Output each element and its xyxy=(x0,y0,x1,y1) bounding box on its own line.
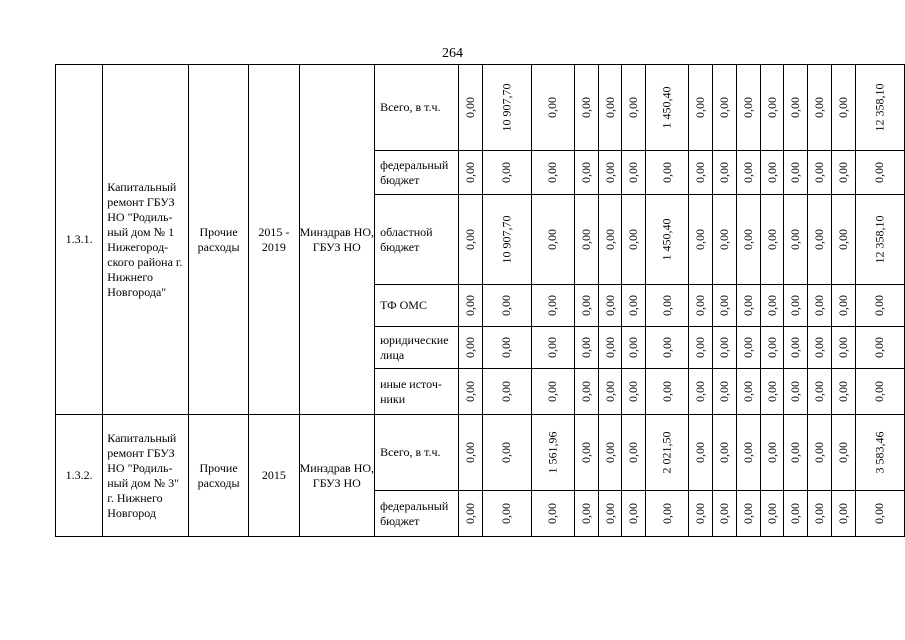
value-text: 10 907,70 xyxy=(499,83,514,132)
value-text: 0,00 xyxy=(788,229,803,250)
value-cell xyxy=(646,369,689,415)
project-name: Капитальный ремонт ГБУЗ НО "Родиль-ный дом № 3" г. Нижнего Новгород xyxy=(103,415,189,537)
value-text: 0,00 xyxy=(835,337,850,358)
value-cell xyxy=(622,195,646,285)
value-cell xyxy=(646,285,689,327)
value-text: 2 021,50 xyxy=(659,431,674,474)
value-text: 0,00 xyxy=(764,337,779,358)
value-cell xyxy=(832,491,856,537)
value-text: 0,00 xyxy=(659,337,674,358)
value-cell xyxy=(482,195,531,285)
project-period: 2015 xyxy=(249,415,299,537)
value-text: 0,00 xyxy=(659,162,674,183)
value-cell xyxy=(808,369,832,415)
value-text: 0,00 xyxy=(716,337,731,358)
value-cell xyxy=(531,65,574,151)
value-text: 0,00 xyxy=(578,162,593,183)
value-cell xyxy=(574,65,598,151)
value-cell xyxy=(459,491,483,537)
value-cell xyxy=(736,491,760,537)
value-text: 0,00 xyxy=(716,295,731,316)
value-cell xyxy=(736,151,760,195)
value-cell xyxy=(622,151,646,195)
value-cell xyxy=(689,415,713,491)
value-cell xyxy=(808,415,832,491)
value-cell xyxy=(736,65,760,151)
value-text: 0,00 xyxy=(835,381,850,402)
value-text: 0,00 xyxy=(872,381,887,402)
value-text: 0,00 xyxy=(764,381,779,402)
value-text: 0,00 xyxy=(835,162,850,183)
value-cell xyxy=(646,195,689,285)
value-cell xyxy=(808,151,832,195)
value-cell xyxy=(736,285,760,327)
value-cell xyxy=(574,415,598,491)
value-text: 0,00 xyxy=(835,442,850,463)
value-text: 0,00 xyxy=(740,295,755,316)
value-text: 0,00 xyxy=(499,162,514,183)
value-cell xyxy=(760,491,784,537)
value-cell xyxy=(832,65,856,151)
value-cell xyxy=(482,65,531,151)
value-text: 0,00 xyxy=(462,381,477,402)
funding-source: ТФ ОМС xyxy=(375,285,459,327)
value-cell xyxy=(622,285,646,327)
value-text: 0,00 xyxy=(545,97,560,118)
value-cell xyxy=(574,327,598,369)
value-text: 0,00 xyxy=(578,295,593,316)
value-text: 12 358,10 xyxy=(872,83,887,132)
value-text: 0,00 xyxy=(462,337,477,358)
value-cell xyxy=(622,415,646,491)
value-text: 0,00 xyxy=(626,162,641,183)
funding-source: юридические лица xyxy=(375,327,459,369)
value-cell xyxy=(459,195,483,285)
value-text: 0,00 xyxy=(578,229,593,250)
page-number: 264 xyxy=(442,46,463,61)
value-cell xyxy=(760,327,784,369)
value-text: 3 583,46 xyxy=(872,431,887,474)
value-text: 0,00 xyxy=(788,162,803,183)
value-cell xyxy=(482,285,531,327)
value-text: 0,00 xyxy=(872,337,887,358)
project-executor: Минздрав НО, ГБУЗ НО xyxy=(299,415,375,537)
value-text: 0,00 xyxy=(462,503,477,524)
value-cell xyxy=(531,369,574,415)
value-text: 0,00 xyxy=(716,97,731,118)
value-cell xyxy=(646,415,689,491)
value-text: 0,00 xyxy=(659,381,674,402)
value-cell xyxy=(689,151,713,195)
value-cell xyxy=(855,491,904,537)
value-cell xyxy=(598,195,622,285)
value-cell xyxy=(598,491,622,537)
value-cell xyxy=(784,195,808,285)
value-text: 0,00 xyxy=(693,97,708,118)
value-text: 0,00 xyxy=(626,295,641,316)
project-period: 2015 - 2019 xyxy=(249,65,299,415)
value-text: 0,00 xyxy=(602,337,617,358)
value-text: 0,00 xyxy=(499,442,514,463)
value-cell xyxy=(531,415,574,491)
value-text: 0,00 xyxy=(602,162,617,183)
funding-source: федеральный бюджет xyxy=(375,151,459,195)
value-text: 0,00 xyxy=(602,97,617,118)
value-cell xyxy=(482,327,531,369)
value-cell xyxy=(689,285,713,327)
value-cell xyxy=(713,151,737,195)
value-text: 0,00 xyxy=(716,229,731,250)
value-text: 0,00 xyxy=(462,97,477,118)
value-cell xyxy=(459,327,483,369)
value-text: 0,00 xyxy=(578,337,593,358)
value-text: 0,00 xyxy=(578,503,593,524)
expense-type: Прочие расходы xyxy=(188,415,248,537)
value-cell xyxy=(832,327,856,369)
value-text: 0,00 xyxy=(545,503,560,524)
value-cell xyxy=(459,65,483,151)
funding-source: Всего, в т.ч. xyxy=(375,65,459,151)
value-cell xyxy=(784,491,808,537)
value-cell xyxy=(689,491,713,537)
value-text: 0,00 xyxy=(764,295,779,316)
value-cell xyxy=(482,151,531,195)
value-cell xyxy=(832,415,856,491)
value-text: 0,00 xyxy=(716,381,731,402)
value-text: 0,00 xyxy=(626,97,641,118)
value-cell xyxy=(574,195,598,285)
value-text: 0,00 xyxy=(545,162,560,183)
value-cell xyxy=(689,65,713,151)
project-name: Капитальный ремонт ГБУЗ НО "Родиль-ный дом № 1 Нижегород-ского района г. Нижнего Новгорода" xyxy=(103,65,189,415)
value-cell xyxy=(598,285,622,327)
value-text: 0,00 xyxy=(764,162,779,183)
value-text: 0,00 xyxy=(659,503,674,524)
funding-source: иные источ-ники xyxy=(375,369,459,415)
value-cell xyxy=(459,369,483,415)
value-text: 0,00 xyxy=(812,97,827,118)
value-cell xyxy=(736,327,760,369)
value-text: 0,00 xyxy=(764,442,779,463)
value-cell xyxy=(713,491,737,537)
value-text: 0,00 xyxy=(835,229,850,250)
value-text: 0,00 xyxy=(835,503,850,524)
value-text: 0,00 xyxy=(545,229,560,250)
value-text: 0,00 xyxy=(578,442,593,463)
value-text: 0,00 xyxy=(693,295,708,316)
value-text: 0,00 xyxy=(740,503,755,524)
value-cell xyxy=(808,327,832,369)
value-cell xyxy=(482,369,531,415)
value-text: 0,00 xyxy=(499,381,514,402)
value-cell xyxy=(760,195,784,285)
value-text: 0,00 xyxy=(812,295,827,316)
value-text: 0,00 xyxy=(788,442,803,463)
value-cell xyxy=(808,491,832,537)
value-text: 0,00 xyxy=(812,503,827,524)
value-cell xyxy=(574,369,598,415)
value-cell xyxy=(855,151,904,195)
value-cell xyxy=(784,151,808,195)
value-cell xyxy=(459,415,483,491)
value-text: 0,00 xyxy=(788,503,803,524)
value-cell xyxy=(713,369,737,415)
value-text: 0,00 xyxy=(812,162,827,183)
value-cell xyxy=(689,369,713,415)
value-cell xyxy=(459,285,483,327)
value-cell xyxy=(622,491,646,537)
value-text: 0,00 xyxy=(626,381,641,402)
value-text: 0,00 xyxy=(788,97,803,118)
value-cell xyxy=(622,65,646,151)
value-cell xyxy=(855,369,904,415)
value-text: 0,00 xyxy=(764,503,779,524)
table-row xyxy=(56,415,905,491)
value-text: 0,00 xyxy=(740,337,755,358)
value-text: 0,00 xyxy=(626,503,641,524)
value-cell xyxy=(646,491,689,537)
value-cell xyxy=(713,415,737,491)
value-text: 0,00 xyxy=(872,295,887,316)
value-cell xyxy=(760,151,784,195)
value-cell xyxy=(760,65,784,151)
value-text: 0,00 xyxy=(740,97,755,118)
value-text: 0,00 xyxy=(812,381,827,402)
value-text: 0,00 xyxy=(578,97,593,118)
value-cell xyxy=(482,491,531,537)
value-text: 0,00 xyxy=(740,442,755,463)
value-text: 0,00 xyxy=(462,295,477,316)
value-cell xyxy=(760,285,784,327)
value-text: 1 450,40 xyxy=(659,218,674,261)
budget-table xyxy=(55,64,905,537)
value-text: 0,00 xyxy=(788,295,803,316)
value-cell xyxy=(736,195,760,285)
value-text: 0,00 xyxy=(602,381,617,402)
value-text: 0,00 xyxy=(462,162,477,183)
value-text: 0,00 xyxy=(499,295,514,316)
value-cell xyxy=(808,65,832,151)
value-cell xyxy=(784,415,808,491)
value-text: 0,00 xyxy=(693,381,708,402)
value-text: 0,00 xyxy=(716,162,731,183)
value-cell xyxy=(713,327,737,369)
value-cell xyxy=(855,285,904,327)
value-cell xyxy=(832,369,856,415)
value-cell xyxy=(784,65,808,151)
value-cell xyxy=(646,151,689,195)
value-cell xyxy=(482,415,531,491)
value-cell xyxy=(531,491,574,537)
value-cell xyxy=(832,285,856,327)
value-text: 0,00 xyxy=(545,337,560,358)
value-text: 0,00 xyxy=(626,229,641,250)
value-text: 0,00 xyxy=(545,381,560,402)
value-text: 0,00 xyxy=(659,295,674,316)
value-cell xyxy=(598,327,622,369)
value-cell xyxy=(760,415,784,491)
project-number: 1.3.2. xyxy=(56,415,103,537)
project-number: 1.3.1. xyxy=(56,65,103,415)
value-cell xyxy=(574,491,598,537)
value-cell xyxy=(459,151,483,195)
value-cell xyxy=(531,151,574,195)
value-text: 0,00 xyxy=(740,381,755,402)
value-text: 1 450,40 xyxy=(659,86,674,129)
value-cell xyxy=(736,415,760,491)
value-cell xyxy=(713,285,737,327)
value-text: 0,00 xyxy=(716,503,731,524)
value-text: 0,00 xyxy=(626,337,641,358)
value-text: 0,00 xyxy=(578,381,593,402)
value-text: 0,00 xyxy=(499,503,514,524)
value-cell xyxy=(598,151,622,195)
value-cell xyxy=(598,415,622,491)
value-cell xyxy=(622,369,646,415)
value-text: 10 907,70 xyxy=(499,215,514,264)
value-cell xyxy=(855,415,904,491)
funding-source: федеральный бюджет xyxy=(375,491,459,537)
value-text: 0,00 xyxy=(693,229,708,250)
value-text: 0,00 xyxy=(602,295,617,316)
value-cell xyxy=(855,65,904,151)
value-cell xyxy=(784,285,808,327)
value-cell xyxy=(736,369,760,415)
project-executor: Минздрав НО, ГБУЗ НО xyxy=(299,65,375,415)
value-text: 0,00 xyxy=(740,162,755,183)
value-text: 0,00 xyxy=(812,229,827,250)
value-text: 0,00 xyxy=(716,442,731,463)
value-cell xyxy=(855,195,904,285)
table-row xyxy=(56,65,905,151)
value-text: 0,00 xyxy=(602,229,617,250)
value-text: 1 561,96 xyxy=(545,431,560,474)
funding-source: областной бюджет xyxy=(375,195,459,285)
expense-type: Прочие расходы xyxy=(188,65,248,415)
value-text: 0,00 xyxy=(740,229,755,250)
value-cell xyxy=(531,327,574,369)
value-cell xyxy=(574,285,598,327)
value-text: 0,00 xyxy=(812,442,827,463)
value-cell xyxy=(784,369,808,415)
value-cell xyxy=(689,195,713,285)
value-cell xyxy=(598,65,622,151)
value-text: 0,00 xyxy=(812,337,827,358)
value-cell xyxy=(646,65,689,151)
value-cell xyxy=(622,327,646,369)
value-text: 0,00 xyxy=(835,295,850,316)
value-text: 0,00 xyxy=(602,503,617,524)
value-text: 0,00 xyxy=(626,442,641,463)
value-text: 0,00 xyxy=(693,442,708,463)
value-cell xyxy=(598,369,622,415)
funding-source: Всего, в т.ч. xyxy=(375,415,459,491)
value-cell xyxy=(531,285,574,327)
value-text: 12 358,10 xyxy=(872,215,887,264)
value-text: 0,00 xyxy=(693,503,708,524)
value-text: 0,00 xyxy=(872,162,887,183)
value-cell xyxy=(832,151,856,195)
value-cell xyxy=(760,369,784,415)
value-text: 0,00 xyxy=(499,337,514,358)
value-text: 0,00 xyxy=(602,442,617,463)
value-cell xyxy=(531,195,574,285)
value-text: 0,00 xyxy=(693,337,708,358)
value-cell xyxy=(832,195,856,285)
value-text: 0,00 xyxy=(462,229,477,250)
value-cell xyxy=(713,195,737,285)
value-cell xyxy=(784,327,808,369)
value-cell xyxy=(646,327,689,369)
value-text: 0,00 xyxy=(872,503,887,524)
value-cell xyxy=(808,285,832,327)
value-cell xyxy=(855,327,904,369)
value-text: 0,00 xyxy=(764,229,779,250)
value-cell xyxy=(808,195,832,285)
value-text: 0,00 xyxy=(693,162,708,183)
value-text: 0,00 xyxy=(835,97,850,118)
value-text: 0,00 xyxy=(545,295,560,316)
value-text: 0,00 xyxy=(788,337,803,358)
value-text: 0,00 xyxy=(788,381,803,402)
value-text: 0,00 xyxy=(462,442,477,463)
value-text: 0,00 xyxy=(764,97,779,118)
value-cell xyxy=(689,327,713,369)
value-cell xyxy=(713,65,737,151)
value-cell xyxy=(574,151,598,195)
